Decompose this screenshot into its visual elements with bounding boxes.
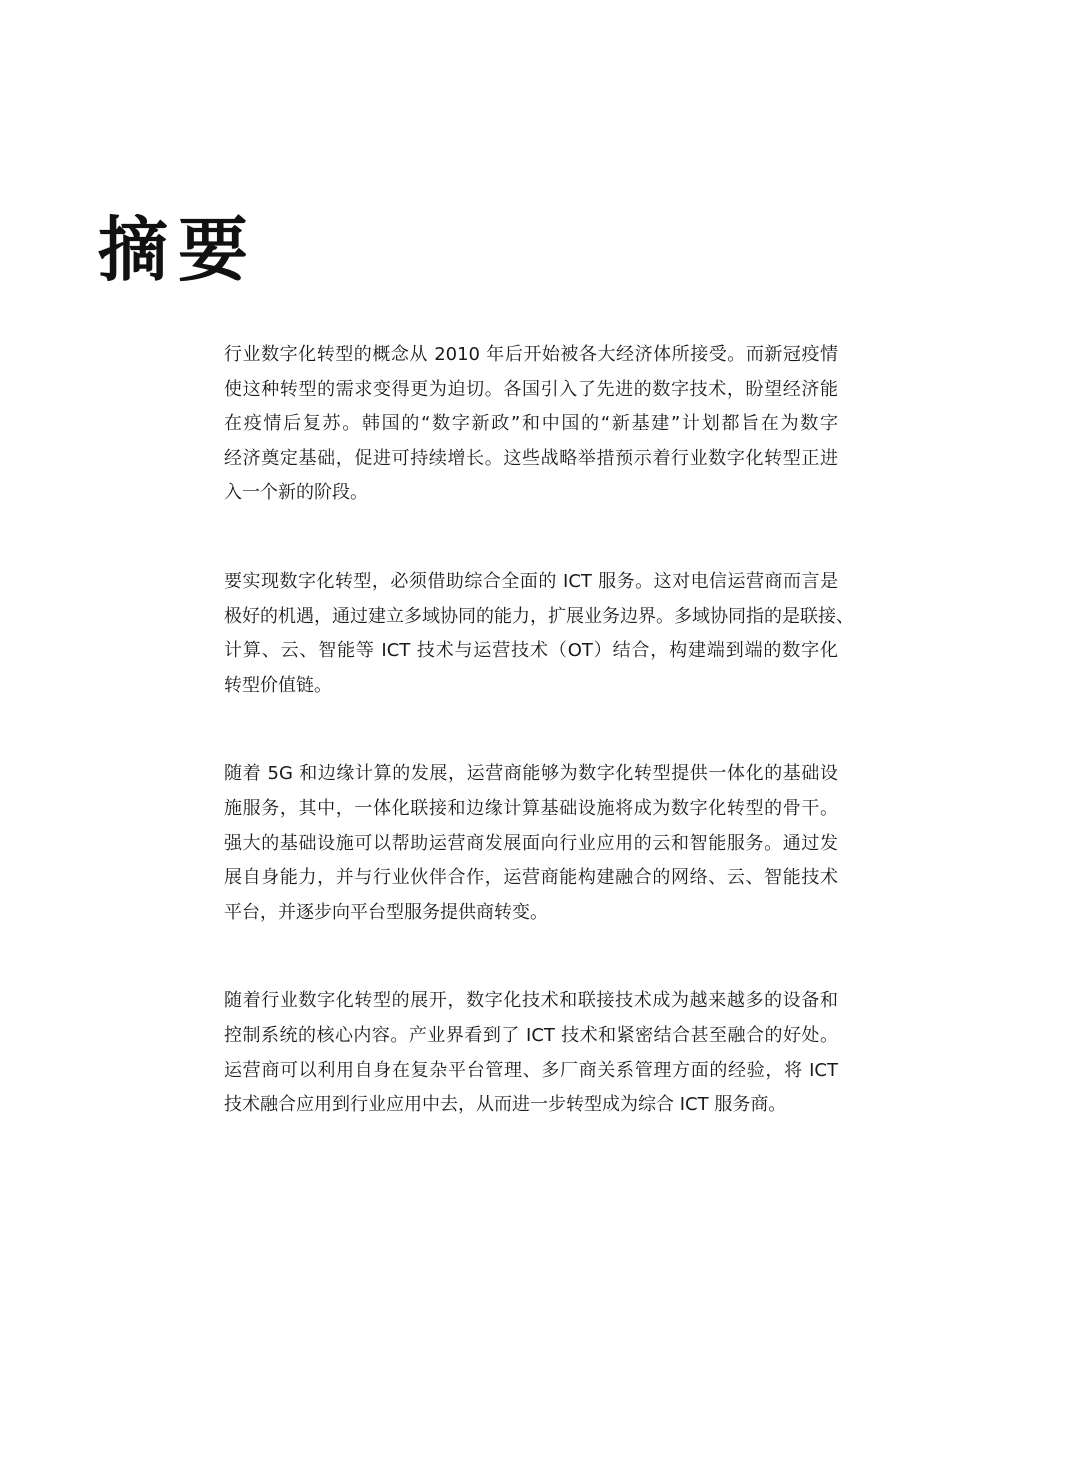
text-line: 在疫情后复苏。韩国的“数字新政”和中国的“新基建”计划都旨在为数字 (224, 413, 838, 435)
paragraph-2 (224, 565, 854, 703)
text-line: 入一个新的阶段。 (224, 482, 368, 504)
paragraph-1 (224, 338, 838, 511)
text-line: 要实现数字化转型，必须借助综合全面的 ICT 服务。这对电信运营商而言是 (224, 570, 838, 592)
abstract-body (224, 338, 854, 1177)
text-line: 转型价值链。 (224, 674, 332, 696)
text-line: 极好的机遇，通过建立多域协同的能力，扩展业务边界。多域协同指的是联接、 (224, 605, 854, 627)
text-line: 计算、云、智能等 ICT 技术与运营技术（OT）结合，构建端到端的数字化 (224, 640, 838, 662)
text-line: 运营商可以利用自身在复杂平台管理、多厂商关系管理方面的经验，将 ICT (224, 1059, 838, 1081)
text-line: 行业数字化转型的概念从 2010 年后开始被各大经济体所接受。而新冠疫情 (224, 344, 838, 365)
text-line: 技术融合应用到行业应用中去，从而进一步转型成为综合 ICT 服务商。 (224, 1094, 787, 1116)
text-line: 平台，并逐步向平台型服务提供商转变。 (224, 901, 548, 923)
text-line: 随着 5G 和边缘计算的发展，运营商能够为数字化转型提供一体化的基础设 (224, 763, 838, 785)
text-line: 使这种转型的需求变得更为迫切。各国引入了先进的数字技术，盼望经济能 (224, 378, 838, 400)
text-line: 控制系统的核心内容。产业界看到了 ICT 技术和紧密结合甚至融合的好处。 (224, 1024, 838, 1046)
paragraph-3 (224, 757, 838, 930)
text-line: 强大的基础设施可以帮助运营商发展面向行业应用的云和智能服务。通过发 (224, 832, 838, 854)
text-line: 施服务，其中，一体化联接和边缘计算基础设施将成为数字化转型的骨干。 (224, 797, 838, 819)
text-line: 随着行业数字化转型的展开，数字化技术和联接技术成为越来越多的设备和 (224, 990, 838, 1012)
text-line: 经济奠定基础，促进可持续增长。这些战略举措预示着行业数字化转型正进 (224, 447, 838, 469)
text-line: 展自身能力，并与行业伙伴合作，运营商能构建融合的网络、云、智能技术 (224, 867, 838, 889)
paragraph-4 (224, 984, 838, 1122)
page-title: 摘要 (98, 209, 258, 291)
